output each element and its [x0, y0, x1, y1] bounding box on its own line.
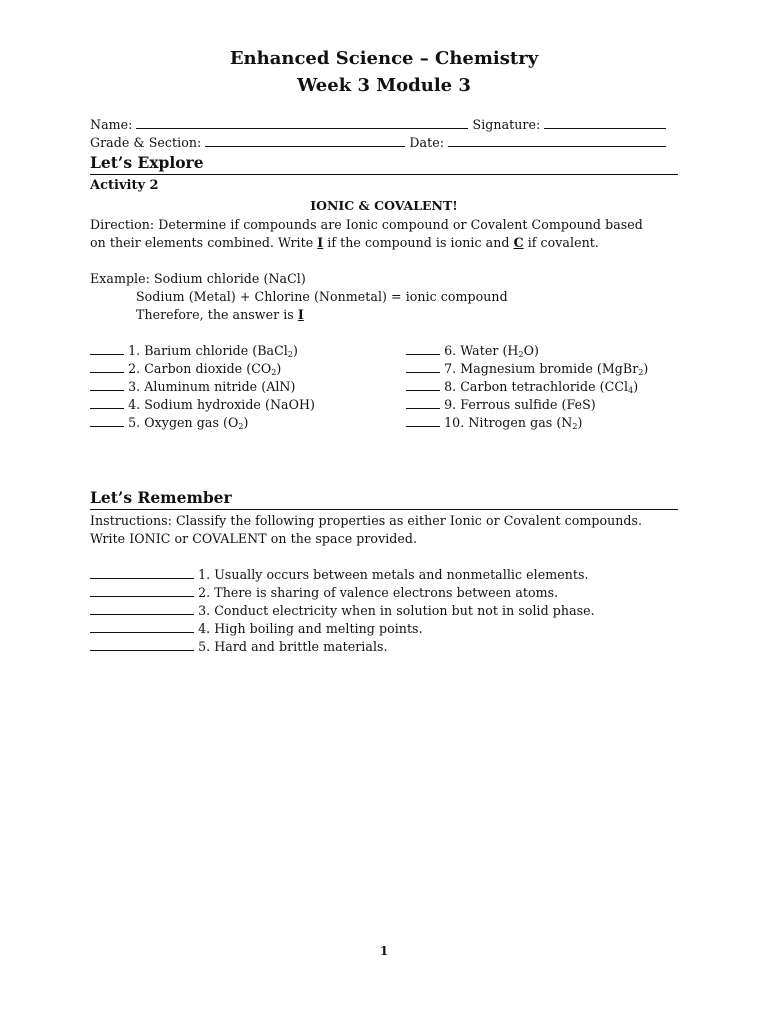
remember-item: 5. Hard and brittle materials.: [90, 639, 388, 654]
grade-section-label: Grade & Section:: [90, 135, 202, 150]
document-title: Enhanced Science – Chemistry: [229, 48, 539, 69]
remember-item: 3. Conduct electricity when in solution but not in solid phase.: [90, 603, 595, 618]
activity-item: 6. Water $(H_2O)$: [406, 343, 539, 358]
activity-item: 4. Sodium hydroxide (NaOH): [90, 397, 315, 412]
example-answer: I: [297, 307, 304, 322]
activity-item: 5. Oxygen gas $(O_2)$: [90, 415, 248, 430]
answer-blank[interactable]: [406, 361, 440, 373]
example-line-1: Example: Sodium chloride (NaCl): [90, 271, 306, 286]
explore-heading: Let’s Explore: [90, 153, 204, 172]
answer-blank[interactable]: [90, 567, 194, 579]
activity-item: 10. Nitrogen gas $(N_2)$: [406, 415, 582, 430]
activity-item: 1. Barium chloride (BaCl$_2$): [90, 343, 298, 358]
date-field[interactable]: [448, 135, 666, 147]
answer-blank[interactable]: [406, 415, 440, 427]
direction-line-2: on their elements combined. Write I if the compound is ionic and C if covalent.: [90, 235, 599, 250]
direction-line-1: Direction: Determine if compounds are Ionic compound or Covalent Compound based: [90, 217, 643, 232]
signature-label: Signature:: [472, 117, 541, 132]
answer-blank[interactable]: [90, 585, 194, 597]
activity-label: Activity 2: [90, 178, 159, 193]
page-number: 1: [379, 944, 389, 958]
remember-heading: Let’s Remember: [90, 488, 232, 507]
activity-title: IONIC & COVALENT!: [310, 198, 458, 213]
name-label: Name:: [90, 117, 133, 132]
grade-section-field[interactable]: [205, 135, 405, 147]
answer-blank[interactable]: [406, 343, 440, 355]
answer-blank[interactable]: [406, 397, 440, 409]
instructions-line-2: Write IONIC or COVALENT on the space provided.: [90, 531, 418, 546]
activity-item: 3. Aluminum nitride (AlN): [90, 379, 295, 394]
instructions-line-1: Instructions: Classify the following properties as either Ionic or Covalent compounds.: [90, 513, 643, 528]
covalent-code: C: [513, 235, 524, 250]
answer-blank[interactable]: [90, 415, 124, 427]
remember-item: 2. There is sharing of valence electrons between atoms.: [90, 585, 558, 600]
answer-blank[interactable]: [406, 379, 440, 391]
date-label: Date:: [409, 135, 445, 150]
remember-divider: [90, 509, 678, 510]
activity-item: 8. Carbon tetrachloride (CCl$_4$): [406, 379, 638, 394]
answer-blank[interactable]: [90, 603, 194, 615]
ionic-code: I: [317, 235, 324, 250]
answer-blank[interactable]: [90, 361, 124, 373]
activity-item: 7. Magnesium bromide (MgBr$_2$): [406, 361, 648, 376]
activity-item: 9. Ferrous sulfide (FeS): [406, 397, 596, 412]
explore-divider: [90, 174, 678, 175]
name-field[interactable]: [136, 117, 468, 129]
answer-blank[interactable]: [90, 621, 194, 633]
example-line-2: Sodium (Metal) + Chlorine (Nonmetal) = ionic compound: [136, 289, 508, 304]
example-line-3: Therefore, the answer is I: [136, 307, 304, 322]
answer-blank[interactable]: [90, 343, 124, 355]
document-subtitle: Week 3 Module 3: [297, 75, 471, 96]
answer-blank[interactable]: [90, 639, 194, 651]
name-row: [90, 117, 666, 132]
answer-blank[interactable]: [90, 397, 124, 409]
answer-blank[interactable]: [90, 379, 124, 391]
remember-item: 4. High boiling and melting points.: [90, 621, 423, 636]
grade-row: [90, 135, 666, 150]
remember-item: 1. Usually occurs between metals and nonmetallic elements.: [90, 567, 589, 582]
activity-item: 2. Carbon dioxide $(CO_2)$: [90, 361, 281, 376]
signature-field[interactable]: [544, 117, 666, 129]
